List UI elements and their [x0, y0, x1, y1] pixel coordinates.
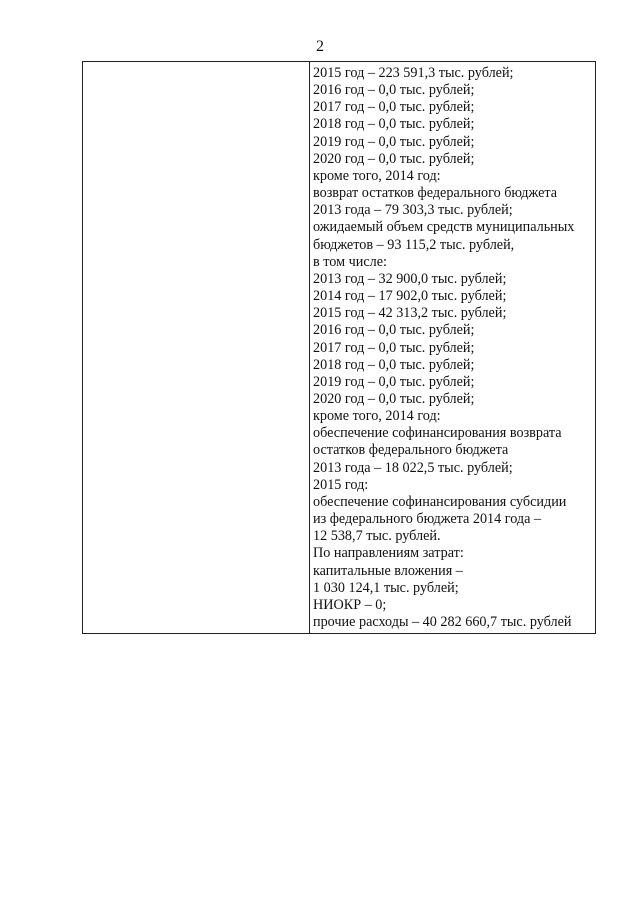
financing-line: из федерального бюджета 2014 года –	[313, 511, 542, 528]
financing-line: в том числе:	[313, 253, 387, 270]
financing-line: 2015 год – 223 591,3 тыс. рублей;	[313, 65, 514, 81]
financing-line: 2016 год – 0,0 тыс. рублей;	[313, 322, 475, 339]
financing-line: 2019 год – 0,0 тыс. рублей;	[313, 373, 475, 390]
financing-line: 2015 год – 42 313,2 тыс. рублей;	[313, 305, 507, 322]
financing-line: капитальные вложения –	[313, 562, 463, 579]
financing-line: 2016 год – 0,0 тыс. рублей;	[313, 82, 475, 99]
page-number: 2	[316, 38, 324, 55]
financing-line: 2015 год:	[313, 476, 369, 493]
financing-line: 2019 год – 0,0 тыс. рублей;	[313, 133, 475, 150]
table-column-divider	[309, 62, 310, 633]
financing-line: 2017 год – 0,0 тыс. рублей;	[313, 99, 475, 116]
financing-line: ожидаемый объем средств муниципальных	[313, 219, 575, 236]
financing-line: обеспечение софинансирования возврата	[313, 425, 562, 442]
financing-line: По направлениям затрат:	[313, 545, 464, 562]
financing-line: 12 538,7 тыс. рублей.	[313, 528, 441, 545]
financing-line: остатков федерального бюджета	[313, 442, 509, 459]
financing-line: 2013 года – 79 303,3 тыс. рублей;	[313, 202, 513, 219]
financing-line: 2013 года – 18 022,5 тыс. рублей;	[313, 459, 513, 476]
financing-line: обеспечение софинансирования субсидии	[313, 493, 567, 510]
financing-line: возврат остатков федерального бюджета	[313, 185, 558, 202]
financing-line: 2020 год – 0,0 тыс. рублей;	[313, 390, 475, 407]
financing-line: 2014 год – 17 902,0 тыс. рублей;	[313, 288, 507, 305]
financing-line: прочие расходы – 40 282 660,7 тыс. рублей	[313, 614, 572, 630]
financing-line: бюджетов – 93 115,2 тыс. рублей,	[313, 236, 515, 253]
table-left-cell	[83, 62, 309, 633]
financing-line: 2018 год – 0,0 тыс. рублей;	[313, 356, 475, 373]
financing-line: НИОКР – 0;	[313, 596, 387, 613]
table-right-cell	[313, 65, 595, 631]
financing-line: 2017 год – 0,0 тыс. рублей;	[313, 339, 475, 356]
financing-line: кроме того, 2014 год:	[313, 167, 441, 184]
financing-line: 2018 год – 0,0 тыс. рублей;	[313, 116, 475, 133]
financing-table	[82, 61, 596, 634]
financing-line: 1 030 124,1 тыс. рублей;	[313, 579, 459, 596]
financing-line: 2020 год – 0,0 тыс. рублей;	[313, 150, 475, 167]
financing-line: 2013 год – 32 900,0 тыс. рублей;	[313, 270, 507, 287]
financing-line: кроме того, 2014 год:	[313, 408, 441, 425]
